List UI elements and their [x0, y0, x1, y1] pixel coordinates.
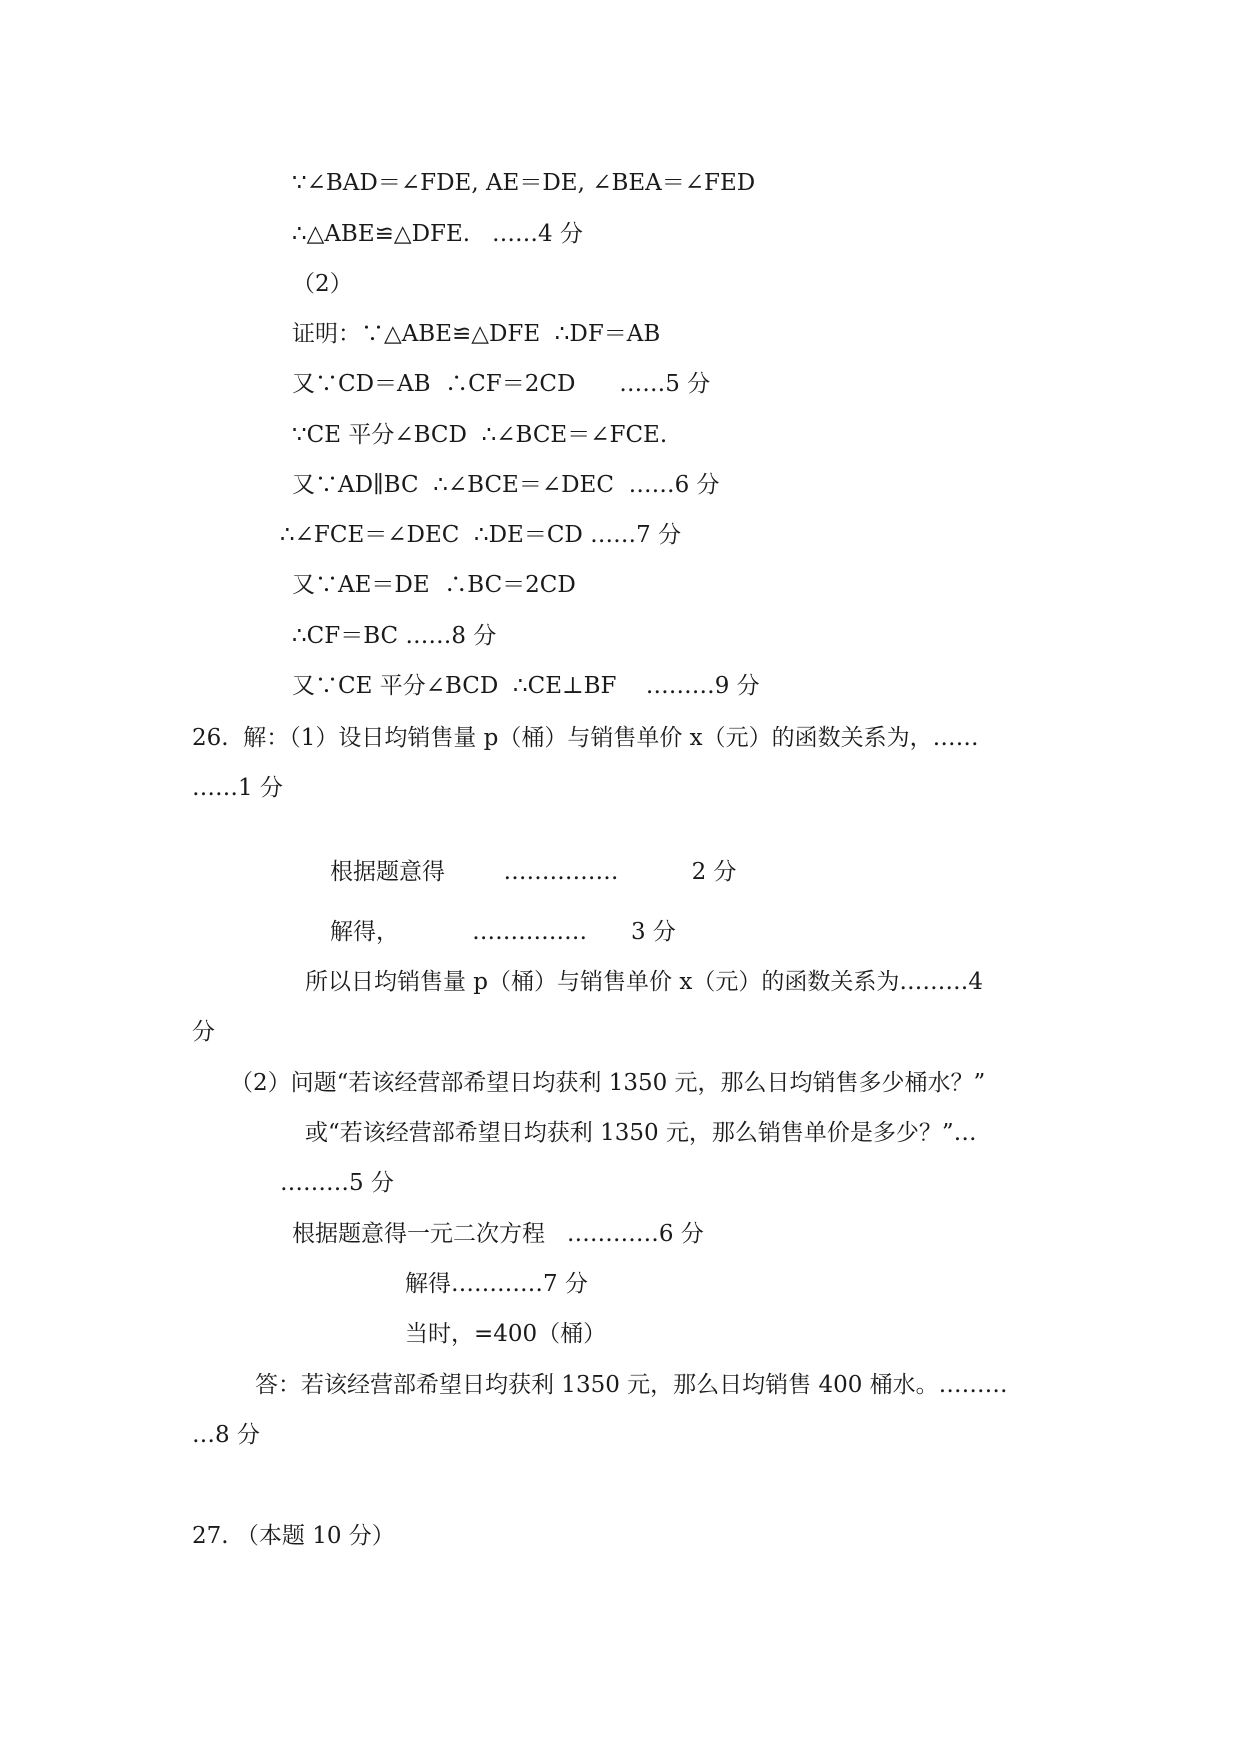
question-26-line-8: 或“若该经营部希望日均获利 1350 元，那么销售单价是多少？”… [305, 1120, 977, 1146]
proof-line-3: 证明：∵△ABE≌△DFE ∴DF＝AB [292, 321, 661, 347]
part-2-heading: （2） [292, 271, 353, 297]
proof-line-4: 又∵CD＝AB ∴CF＝2CD ……5 分 [292, 371, 711, 397]
question-26-line-5: 所以日均销售量 p（桶）与销售单价 x（元）的函数关系为………4 [305, 969, 983, 995]
proof-line-7: ∴∠FCE＝∠DEC ∴DE＝CD ……7 分 [280, 522, 682, 548]
question-26-line-1: 26. 解：（1）设日均销售量 p（桶）与销售单价 x（元）的函数关系为，…… [192, 725, 979, 751]
question-26-line-10: 根据题意得一元二次方程 …………6 分 [292, 1221, 704, 1247]
question-26-answer: 答：若该经营部希望日均获利 1350 元，那么日均销售 400 桶水。……… [255, 1372, 1008, 1398]
proof-line-6: 又∵AD∥BC ∴∠BCE＝∠DEC ……6 分 [292, 472, 720, 498]
proof-line-2: ∴△ABE≌△DFE. ……4 分 [292, 221, 583, 247]
question-26-line-9: ………5 分 [280, 1170, 394, 1196]
question-26-line-12: 当时，=400（桶） [405, 1321, 607, 1347]
question-26-line-3: 根据题意得 …………… 2 分 [330, 859, 737, 885]
question-26-line-2: ……1 分 [192, 775, 283, 801]
question-26-line-7: （2）问题“若该经营部希望日均获利 1350 元，那么日均销售多少桶水？” [230, 1070, 986, 1096]
proof-line-5: ∵CE 平分∠BCD ∴∠BCE＝∠FCE. [292, 422, 668, 448]
question-26-answer-score: …8 分 [192, 1422, 260, 1448]
proof-line-1: ∵∠BAD＝∠FDE, AE＝DE, ∠BEA＝∠FED [292, 170, 756, 196]
proof-line-9: ∴CF＝BC ……8 分 [292, 623, 497, 649]
question-27-heading: 27. （本题 10 分） [192, 1523, 395, 1549]
question-26-line-6: 分 [192, 1019, 215, 1045]
question-26-line-11: 解得…………7 分 [405, 1271, 588, 1297]
proof-line-10: 又∵CE 平分∠BCD ∴CE⊥BF ………9 分 [292, 673, 760, 699]
proof-line-8: 又∵AE＝DE ∴BC＝2CD [292, 572, 576, 598]
question-26-line-4: 解得， …………… 3 分 [330, 919, 676, 945]
